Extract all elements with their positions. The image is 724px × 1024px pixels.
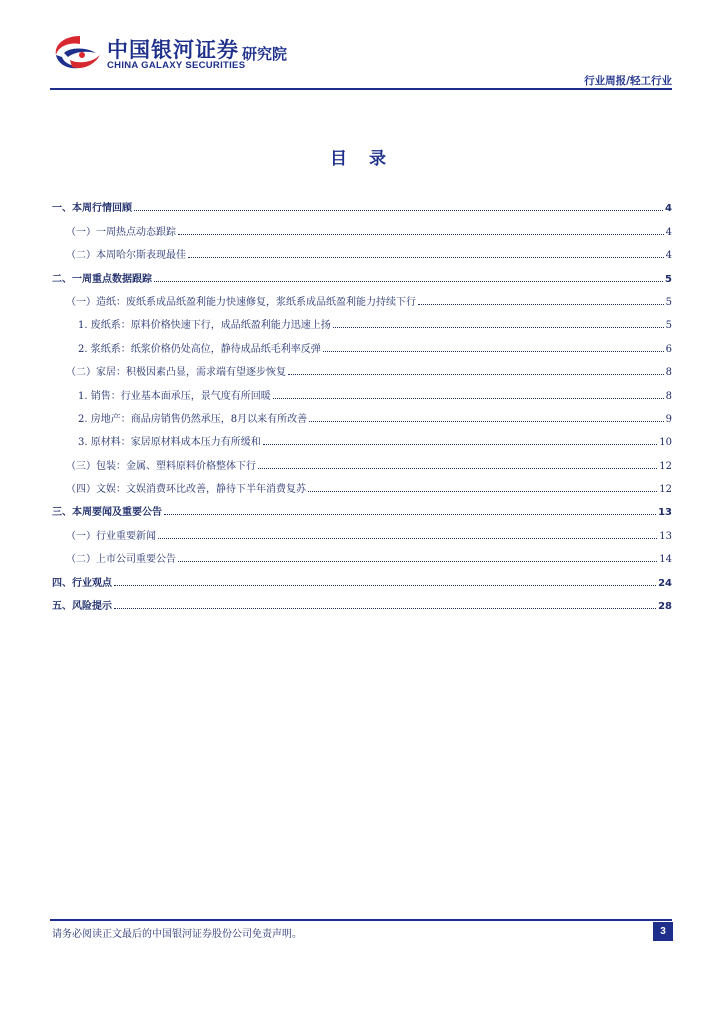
toc-entry-label: （二）本周哈尔斯表现最佳 — [66, 250, 186, 262]
toc-entry-label: （二）上市公司重要公告 — [66, 554, 176, 566]
toc-entry[interactable] — [52, 378, 672, 401]
footer-divider — [50, 919, 672, 921]
toc-entry[interactable] — [52, 285, 672, 308]
toc-entry-label: 二、一周重点数据跟踪 — [52, 273, 152, 285]
toc-entry-label: （一）造纸：废纸系成品纸盈利能力快速修复，浆纸系成品纸盈利能力持续下行 — [66, 296, 416, 308]
toc-entry[interactable] — [52, 425, 672, 448]
toc-leader-dots — [178, 234, 664, 235]
toc-entry-page: 5 — [665, 296, 672, 308]
toc-entry[interactable] — [52, 214, 672, 237]
toc-entry-page: 5 — [665, 273, 672, 285]
toc-leader-dots — [308, 491, 657, 492]
toc-leader-dots — [333, 327, 664, 328]
toc-entry-page: 9 — [665, 413, 672, 425]
toc-leader-dots — [288, 374, 664, 375]
toc-leader-dots — [188, 257, 664, 258]
toc-entry[interactable] — [52, 402, 672, 425]
brand-name-en: CHINA GALAXY SECURITIES — [107, 60, 246, 71]
footer-disclaimer: 请务必阅读正文最后的中国银河证券股份公司免责声明。 — [52, 929, 302, 940]
toc-entry[interactable] — [52, 308, 672, 331]
toc-entry[interactable] — [52, 191, 672, 214]
toc-entry-page: 4 — [665, 250, 672, 262]
toc-entry-page: 8 — [665, 367, 672, 379]
toc-entry-label: （一）行业重要新闻 — [66, 530, 156, 542]
toc-entry-label: 1. 销售：行业基本面承压，景气度有所回暖 — [78, 390, 271, 402]
report-type-label: 行业周报/轻工行业 — [584, 75, 672, 87]
toc-entry[interactable] — [52, 355, 672, 378]
galaxy-logo-icon — [50, 33, 102, 75]
toc-entry[interactable] — [52, 518, 672, 541]
toc-entry-page: 5 — [665, 320, 672, 332]
toc-leader-dots — [258, 468, 657, 469]
toc-entry-label: 2. 浆纸系：纸浆价格仍处高位，静待成品纸毛利率反弹 — [78, 343, 321, 355]
toc-entry-label: 四、行业观点 — [52, 577, 112, 589]
toc-entry-label: （三）包装：金属、塑料原料价格整体下行 — [66, 460, 256, 472]
toc-entry-label: （四）文娱：文娱消费环比改善，静待下半年消费复苏 — [66, 484, 306, 496]
toc-entry-page: 12 — [659, 484, 672, 496]
toc-leader-dots — [309, 421, 664, 422]
toc-leader-dots — [114, 608, 656, 609]
toc-entry-label: （一）一周热点动态跟踪 — [66, 226, 176, 238]
toc-leader-dots — [273, 398, 664, 399]
toc-entry[interactable] — [52, 495, 672, 518]
toc-entry-label: 2. 房地产：商品房销售仍然承压，8月以来有所改善 — [78, 413, 308, 425]
toc-entry-page: 4 — [665, 203, 672, 215]
header-divider — [50, 88, 672, 90]
toc-entry-page: 14 — [659, 554, 672, 566]
toc-entry-label: 五、风险提示 — [52, 601, 112, 613]
toc-leader-dots — [323, 351, 664, 352]
toc-entry[interactable] — [52, 331, 672, 354]
toc-leader-dots — [114, 585, 656, 586]
toc-entry-page: 6 — [665, 343, 672, 355]
toc-leader-dots — [178, 561, 657, 562]
toc-entry[interactable] — [52, 589, 672, 612]
toc-entry[interactable] — [52, 448, 672, 471]
toc-entry[interactable] — [52, 261, 672, 284]
toc-entry-label: 三、本周要闻及重要公告 — [52, 507, 162, 519]
toc-entry-label: 3. 原材料：家居原材料成本压力有所缓和 — [78, 437, 261, 449]
table-of-contents — [52, 191, 672, 612]
page-number-badge: 3 — [653, 922, 673, 941]
toc-entry-page: 13 — [659, 530, 672, 542]
toc-leader-dots — [263, 444, 658, 445]
toc-entry-page: 10 — [659, 437, 672, 449]
institute-label: 研究院 — [242, 45, 288, 63]
toc-title: 目 录 — [330, 149, 394, 169]
toc-entry-page: 24 — [658, 577, 672, 589]
toc-entry-page: 13 — [658, 507, 672, 519]
toc-entry[interactable] — [52, 542, 672, 565]
toc-leader-dots — [418, 304, 664, 305]
toc-leader-dots — [158, 538, 657, 539]
toc-entry-label: （二）家居：积极因素凸显，需求端有望逐步恢复 — [66, 367, 286, 379]
toc-entry[interactable] — [52, 472, 672, 495]
toc-leader-dots — [164, 514, 656, 515]
toc-entry[interactable] — [52, 238, 672, 261]
brand-name-cn: 中国银河证券 — [107, 38, 239, 62]
toc-leader-dots — [134, 210, 663, 211]
toc-entry-page: 4 — [665, 226, 672, 238]
toc-entry-page: 12 — [659, 460, 672, 472]
toc-entry-label: 一、本周行情回顾 — [52, 203, 132, 215]
toc-entry[interactable] — [52, 565, 672, 588]
toc-leader-dots — [154, 281, 663, 282]
toc-entry-label: 1. 废纸系：原料价格快速下行，成品纸盈利能力迅速上扬 — [78, 320, 331, 332]
page-header — [0, 0, 724, 92]
toc-entry-page: 8 — [665, 390, 672, 402]
toc-entry-page: 28 — [658, 601, 672, 613]
